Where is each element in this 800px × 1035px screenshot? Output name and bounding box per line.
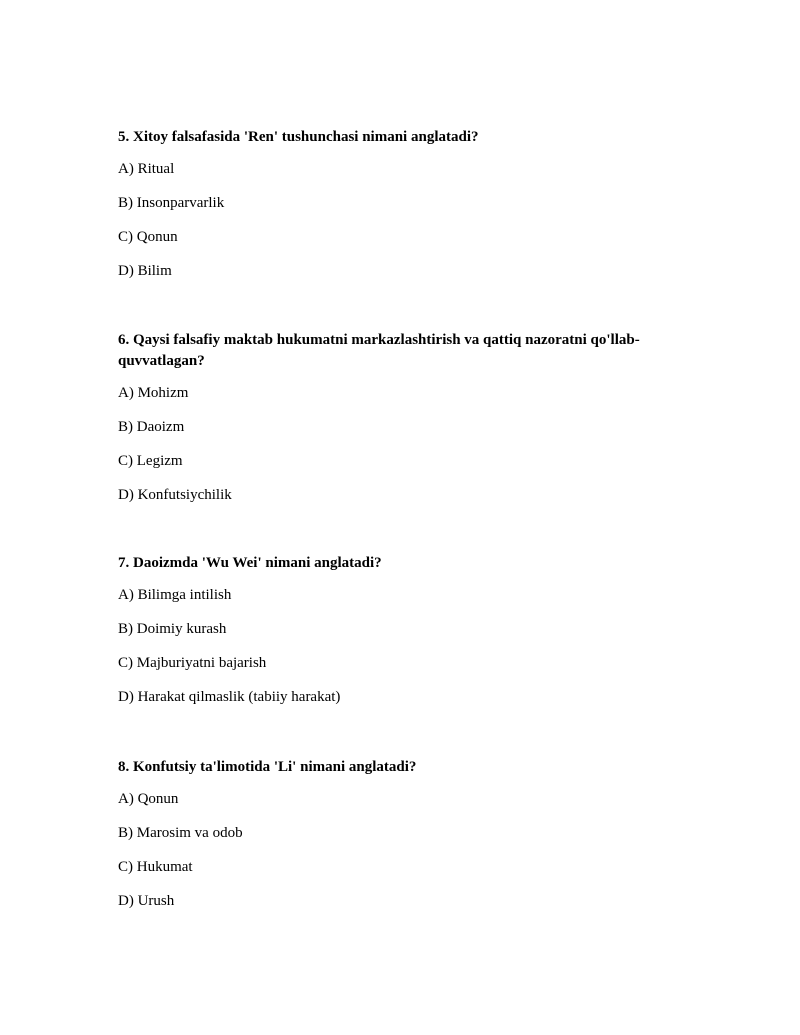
question-title: 5. Xitoy falsafasida 'Ren' tushunchasi nimani anglatadi? bbox=[118, 129, 479, 145]
question-title: 8. Konfutsiy ta'limotida 'Li' nimani anglatadi? bbox=[118, 759, 417, 775]
option-b: B) Insonparvarlik bbox=[118, 195, 225, 211]
option-a: A) Bilimga intilish bbox=[118, 587, 232, 603]
question-title bbox=[118, 330, 678, 372]
option-a: A) Ritual bbox=[118, 161, 175, 177]
option-d: D) Konfutsiychilik bbox=[118, 487, 232, 503]
option-b: B) Daoizm bbox=[118, 419, 185, 435]
question-8 bbox=[118, 757, 678, 925]
option-d: D) Bilim bbox=[118, 263, 172, 279]
option-a: A) Mohizm bbox=[118, 385, 189, 401]
question-title-line-1: 6. Qaysi falsafiy maktab hukumatni markazlashtirish va qattiq nazoratni qo'llab- bbox=[118, 332, 640, 348]
option-a: A) Qonun bbox=[118, 791, 179, 807]
option-b: B) Marosim va odob bbox=[118, 825, 243, 841]
option-c: C) Hukumat bbox=[118, 859, 193, 875]
question-6 bbox=[118, 330, 678, 519]
question-7 bbox=[118, 553, 678, 721]
option-d: D) Harakat qilmaslik (tabiiy harakat) bbox=[118, 689, 341, 705]
option-c: C) Qonun bbox=[118, 229, 178, 245]
question-5 bbox=[118, 127, 678, 295]
question-title: 7. Daoizmda 'Wu Wei' nimani anglatadi? bbox=[118, 555, 382, 571]
question-title-line-2: quvvatlagan? bbox=[118, 353, 205, 369]
option-c: C) Majburiyatni bajarish bbox=[118, 655, 267, 671]
option-b: B) Doimiy kurash bbox=[118, 621, 227, 637]
option-c: C) Legizm bbox=[118, 453, 183, 469]
option-d: D) Urush bbox=[118, 893, 175, 909]
